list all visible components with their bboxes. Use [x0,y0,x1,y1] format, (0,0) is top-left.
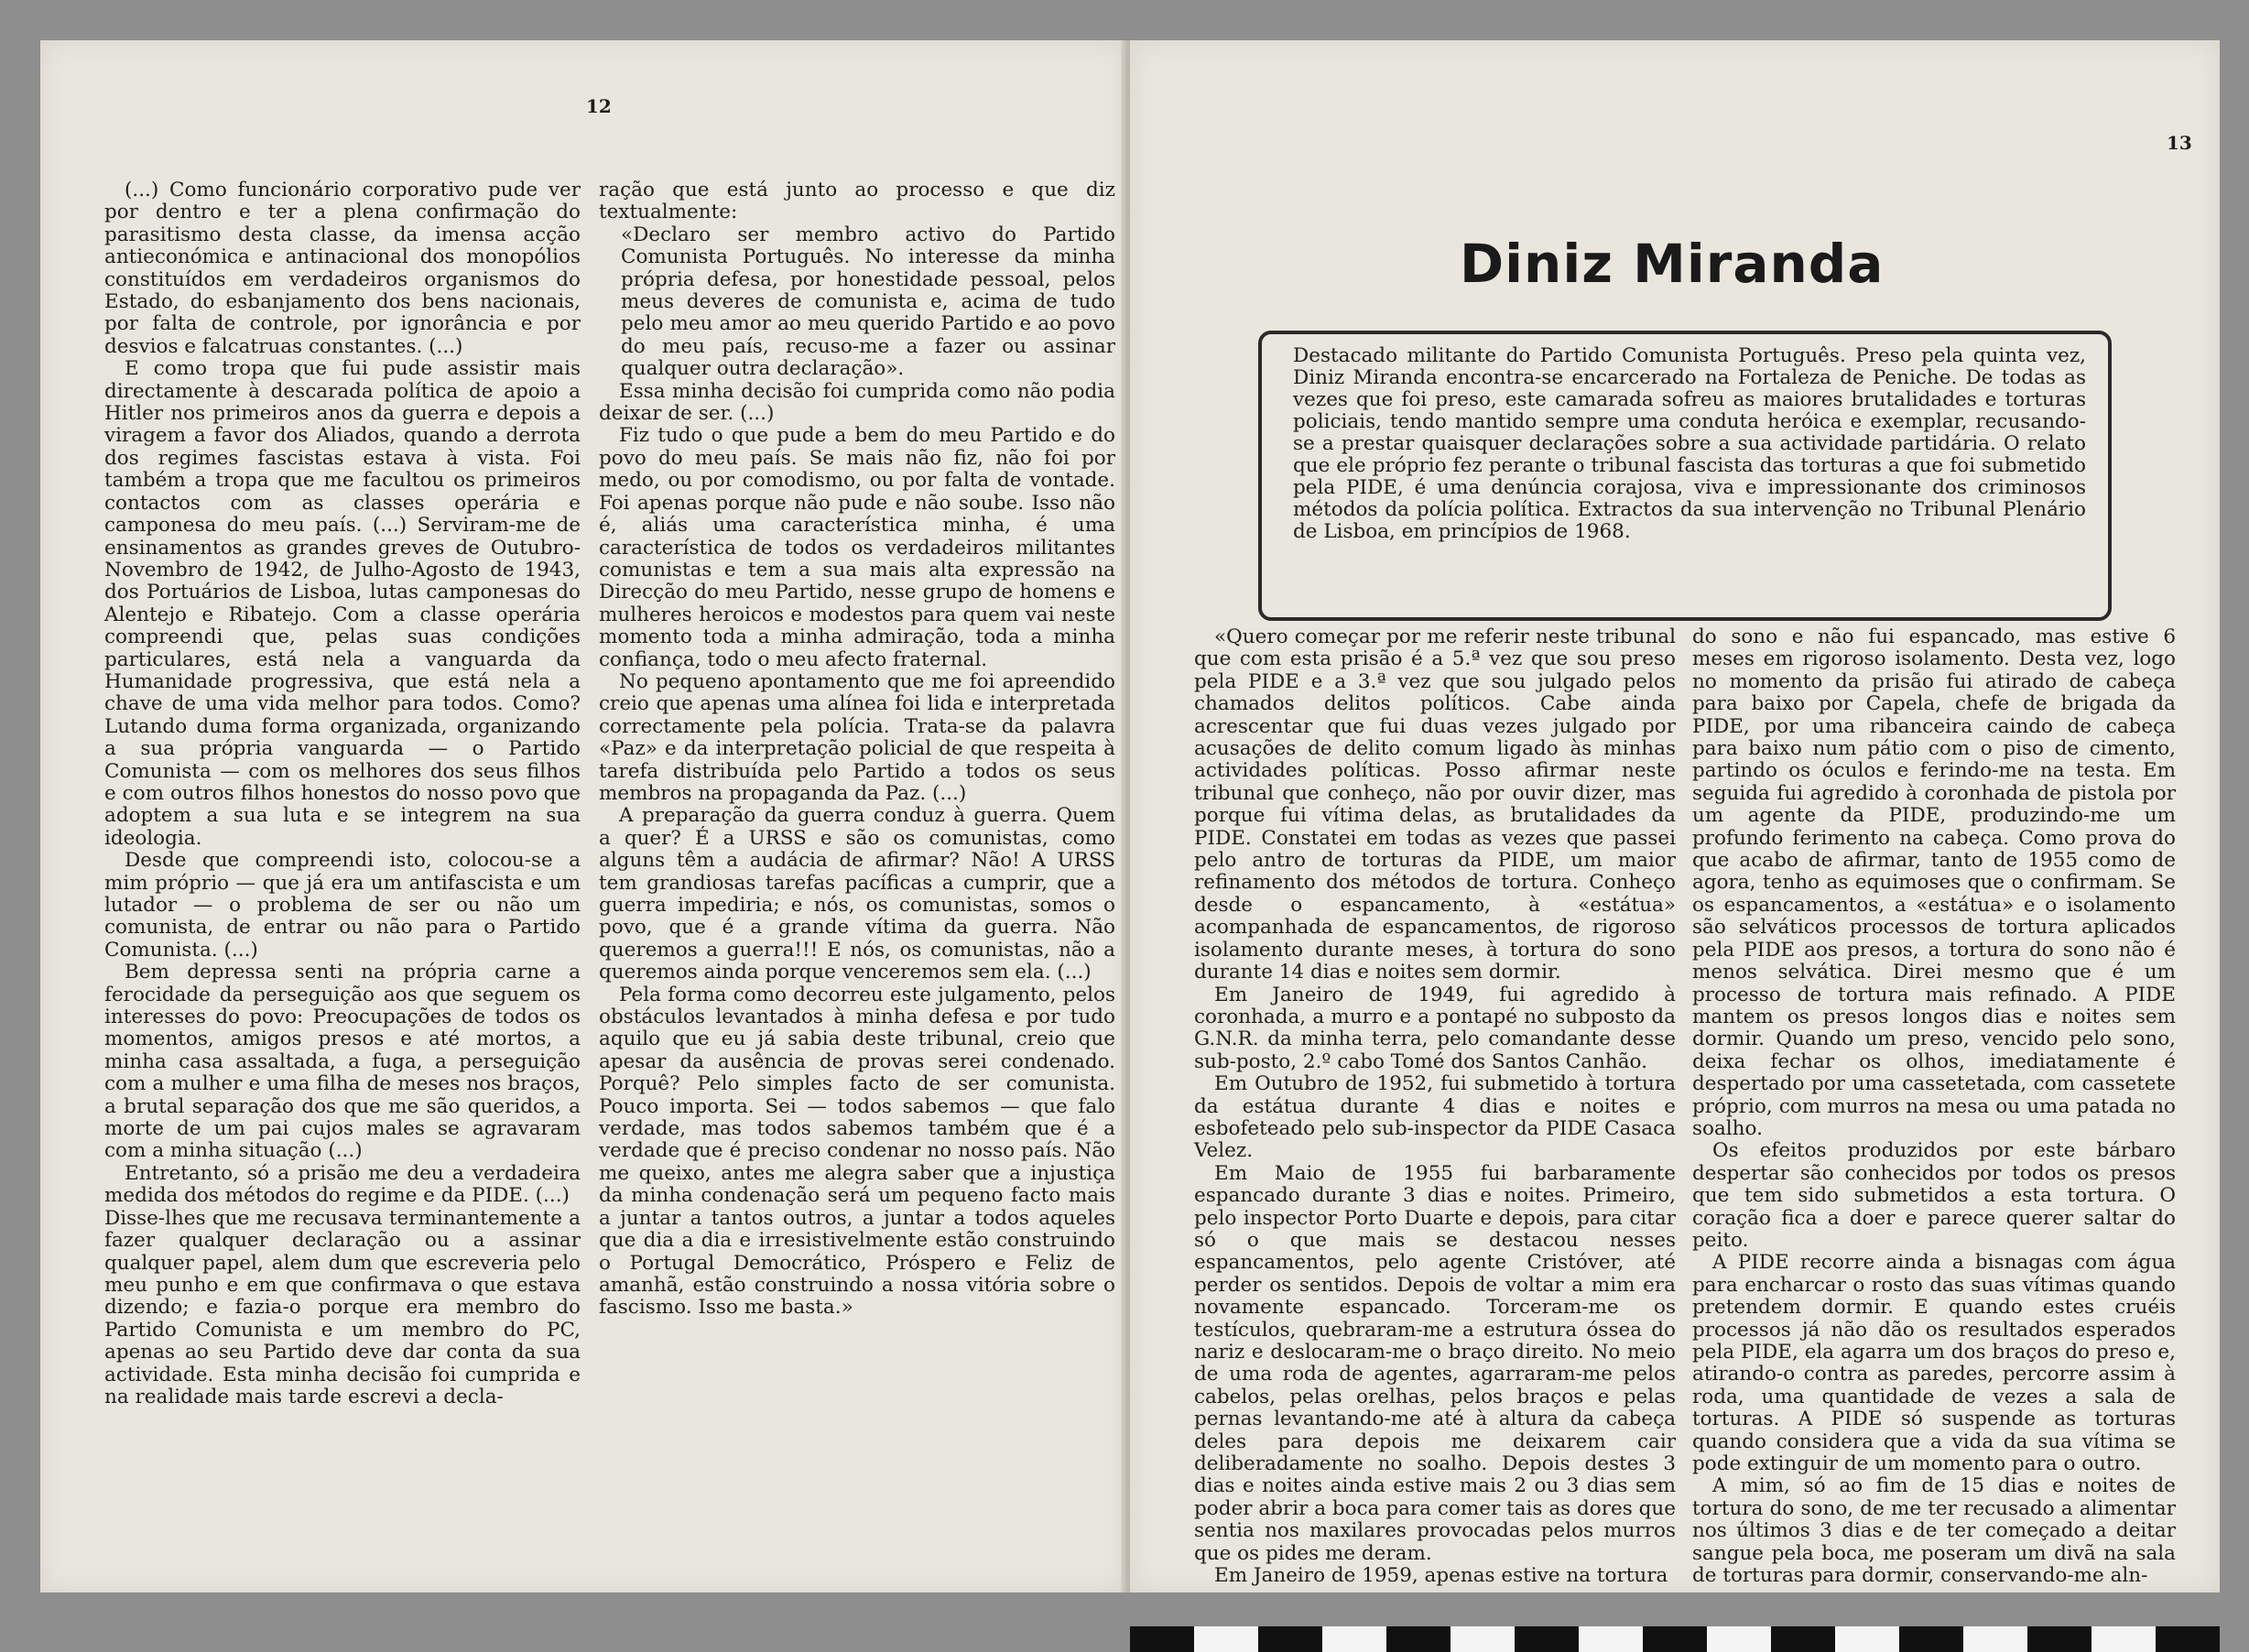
page-number-left: 12 [586,95,612,117]
paragraph: Bem depressa senti na própria carne a ferocidade da perseguição aos que seguem os interesses do povo: Preocupações de todos os momentos, amigos presos e até mortos, a minha casa assaltada, a fuga, a perseguição com a mulher e uma filha de meses nos braços, a brutal separação dos que me são queridos, a morte de um pai cujos males se agravaram com a minha situação (...) [104,961,581,1163]
paragraph: Entretanto, só a prisão me deu a verdadeira medida dos métodos do regime e da PIDE. (...) [104,1161,581,1208]
left-column-2 [599,179,1115,1320]
paragraph: Pela forma como decorreu este julgamento, pelos obstáculos levantados à minha defesa e por tudo aquilo que eu já sabia deste tribunal, creio que apesar da ausência de provas serei condenado. Porquê? Pelo simples facto de ser comunista. Pouco importa. Sei — todos sabemos — que falo verdade, mas todos sabemos também que é a verdade que é preciso condenar no nosso país. Não me queixo, antes me alegra saber que a injustiça da minha condenação será um pequeno facto mais a juntar a tantos outros, a juntar a todos aqueles que dia a dia e irresistivelmente estão construindo o Portugal Democrático, Próspero e Feliz de amanhã, estão construindo a nossa vitória sobre o fascismo. Isso me basta.» [599,983,1115,1320]
paragraph: do sono e não fui espancado, mas estive 6 meses em rigoroso isolamento. Desta vez, logo no momento da prisão fui atirado de cabeça para baixo por Capela, chefe de brigada da PIDE, por uma ribanceira caindo de cabeça para baixo num pátio com o piso de cimento, partindo os óculos e ferindo-me na testa. Em seguida fui agredido à coronhada de pistola por um agente da PIDE, produzindo-me um profundo ferimento na cabeça. Como prova do que acabo de afirmar, tanto de 1955 como de agora, tenho as equimoses que o confirmam. Se os espancamentos, a «estátua» e o isolamento são selváticos processos de tortura aplicados pela PIDE aos presos, a tortura do sono não é menos selvática. Direi mesmo que é um processo de tortura mais refinado. A PIDE mantem os presos longos dias e noites sem dormir. Quando um preso, vencido pelo sono, deixa fechar os olhos, imediatamente é despertado por uma cassetetada, com cassetete próprio, com murros na mesa ou uma patada no soalho. [1692,625,2176,1140]
paragraph: Disse-lhes que me recusava terminantemente a fazer qualquer declaração ou a assinar qualquer papel, alem dum que escreveria pelo meu punho e em que confirmava o que estava dizendo; e fazia-o porque era membro do Partido Comunista e um membro do PC, apenas ao seu Partido deve dar conta da sua actividade. Esta minha decisão foi cumprida e na realidade mais tarde escrevi a decla- [104,1206,581,1408]
paragraph: E como tropa que fui pude assistir mais directamente à descarada política de apoio a Hitler nos primeiros anos da guerra e depois a viragem a favor dos Aliados, quando a derrota dos regimes fascistas estava à vista. Foi também a tropa que me facultou os primeiros contactos com as classes operária e camponesa do meu país. (...) Serviram-me de ensinamentos as grandes greves de Outubro-Novembro de 1942, de Julho-Agosto de 1943, dos Portuários de Lisboa, lutas camponesas do Alentejo e Ribatejo. Com a classe operária compreendi que, pelas suas condições particulares, está nela a vanguarda da Humanidade progressiva, que está nela a chave de uma vida melhor para todos. Como? Lutando duma forma organizada, organizando a sua própria vanguarda — o Partido Comunista — com os melhores dos seus filhos e com outros filhos honestos do nosso povo que adoptem a sua luta e se integrem na sua ideologia. [104,357,581,850]
left-column-1 [104,179,581,1408]
intro-text: Destacado militante do Partido Comunista Português. Preso pela quinta vez, Diniz Miranda encontra-se encarcerado na Fortaleza de Peniche. De todas as vezes que foi preso, este camarada sofreu as maiores brutalidades e torturas policiais, tendo mantido sempre uma conduta heróica e exemplar, recusando-se a prestar quaisquer declarações sobre a sua actividade partidária. O relato que ele próprio fez perante o tribunal fascista das torturas a que foi submetido pela PIDE, é uma denúncia corajosa, viva e impressionante dos criminosos métodos da polícia política. Extractos da sua intervenção no Tribunal Plenário de Lisboa, em princípios de 1968. [1293,344,2086,543]
right-column-2 [1692,626,2176,1587]
left-page [40,40,1126,1592]
intro-box [1258,331,2112,621]
paragraph: No pequeno apontamento que me foi apreendido creio que apenas uma alínea foi lida e interpretada correctamente pela polícia. Trata-se da palavra «Paz» e da interpretação policial de que respeita à tarefa distribuída pelo Partido a todos os seus membros na propaganda da Paz. (...) [599,669,1115,805]
paragraph: Essa minha decisão foi cumprida como não podia deixar de ser. (...) [599,379,1115,426]
paragraph: A preparação da guerra conduz à guerra. Quem a quer? É a URSS e são os comunistas, como alguns têm a audácia de afirmar? Não! A URSS tem grandiosas tarefas pacíficas a cumprir, que a guerra impediria; e nós, os comunistas, somos o povo, que é a grande vítima da guerra. Não queremos a guerra!!! E nós, os comunistas, não a queremos ainda porque venceremos sem ela. (...) [599,804,1115,984]
paragraph: «Quero começar por me referir neste tribunal que com esta prisão é a 5.ª vez que sou preso pela PIDE e a 3.ª vez que sou julgado pelos chamados delitos políticos. Cabe ainda acrescentar que fui duas vezes julgado por acusações de delito comum ligado às minhas actividades políticas. Posso afirmar neste tribunal que conheço, não por ouvir dizer, mas porque fui vítima delas, as brutalidades da PIDE. Constatei em todas as vezes que passei pelo antro de torturas da PIDE, um maior refinamento dos métodos de tortura. Conheço desde o espancamento, à «estátua» acompanhada de espancamentos, de rigoroso isolamento durante meses, à tortura do sono durante 14 dias e noites sem dormir. [1194,625,1676,984]
paragraph: Desde que compreendi isto, colocou-se a mim próprio — que já era um antifascista e um lutador — o problema de ser ou não um comunista, de entrar ou não para o Partido Comunista. (...) [104,849,581,962]
paragraph: A mim, só ao fim de 15 dias e noites de tortura do sono, de me ter recusado a alimentar nos últimos 3 dias e de ter começado a deitar sangue pela boca, me poseram um divã na sala de torturas para dormir, conservando-me aln- [1692,1474,2176,1588]
page-number-right: 13 [2167,132,2192,154]
paragraph: A PIDE recorre ainda a bisnagas com água para encharcar o rosto das suas vítimas quando pretendem dormir. E quando estes cruéis processos já não dão os resultados esperados pela PIDE, ela agarra um dos braços do preso e, atirando-o contra as paredes, percorre assim à roda, uma quantidade de vezes a sala de torturas. A PIDE só suspende as torturas quando considera que a vida da sua vítima se pode extinguir de um momento para o outro. [1692,1251,2176,1476]
declaration-quote: «Declaro ser membro activo do Partido Comunista Português. No interesse da minha própria defesa, por honestidade pessoal, pelos meus deveres de comunista e, acima de tudo pelo meu amor ao meu querido Partido e ao povo do meu país, recuso-me a fazer ou assinar qualquer outra declaração». [621,223,1115,381]
paragraph: Em Maio de 1955 fui barbaramente espancado durante 3 dias e noites. Primeiro, pelo inspector Porto Duarte e depois, para citar só o que mais se destacou nesses espancamentos, pelo agente Cristóver, até perder os sentidos. Depois de voltar a mim era novamente espancado. Torceram-me os testículos, quebraram-me a estrutura óssea do nariz e deslocaram-me o braço direito. No meio de uma roda de agentes, agarraram-me pelos cabelos, pelas orelhas, pelos braços e pelas pernas levantando-me até à altura da cabeça deles para depois me deixarem cair deliberadamente no soalho. Depois destes 3 dias e noites ainda estive mais 2 ou 3 dias sem poder abrir a boca para comer tais as dores que sentia nos maxilares provocadas pelos murros que os pides me deram. [1194,1161,1676,1565]
paragraph: Em Janeiro de 1949, fui agredido à coronhada, a murro e a pontapé no subposto da G.N.R. da minha terra, pelo comandante desse sub-posto, 2.º cabo Tomé dos Santos Canhão. [1194,983,1676,1073]
paragraph: Fiz tudo o que pude a bem do meu Partido e do povo do meu país. Se mais não fiz, não foi por medo, ou por comodismo, ou por falta de vontade. Foi apenas porque não pude e não soube. Isso não é, aliás uma característica minha, é uma característica de todos os verdadeiros militantes comunistas e tem a sua mais alta expressão na Direcção do meu Partido, nesse grupo de homens e mulheres heroicos e modestos para quem vai neste momento toda a minha admiração, toda a minha confiança, todo o meu afecto fraternal. [599,424,1115,671]
right-column-1 [1194,626,1676,1587]
paragraph: Em Janeiro de 1959, apenas estive na tortura [1214,1564,1668,1588]
paragraph: Os efeitos produzidos por este bárbaro despertar são conhecidos por todos os presos que tem sido submetidos a esta tortura. O coração fica a doer e parece querer saltar do peito. [1692,1139,2176,1252]
article-title: Diniz Miranda [1460,233,1885,295]
paragraph: Em Outubro de 1952, fui submetido à tortura da estátua durante 4 dias e noites e esbofeteado pelo sub-inspector da PIDE Casaca Velez. [1194,1072,1676,1163]
scale-ruler [1130,1626,2220,1652]
paragraph: ração que está junto ao processo e que diz textualmente: [599,179,1115,224]
right-page [1130,40,2220,1592]
paragraph: (...) Como funcionário corporativo pude ver por dentro e ter a plena confirmação do parasitismo desta classe, da imensa acção antieconómica e antinacional dos monopólios constituídos em verdadeiros organismos do Estado, do esbanjamento dos bens nacionais, por falta de controle, por ignorância e por desvios e falcatruas constantes. (...) [104,179,581,358]
